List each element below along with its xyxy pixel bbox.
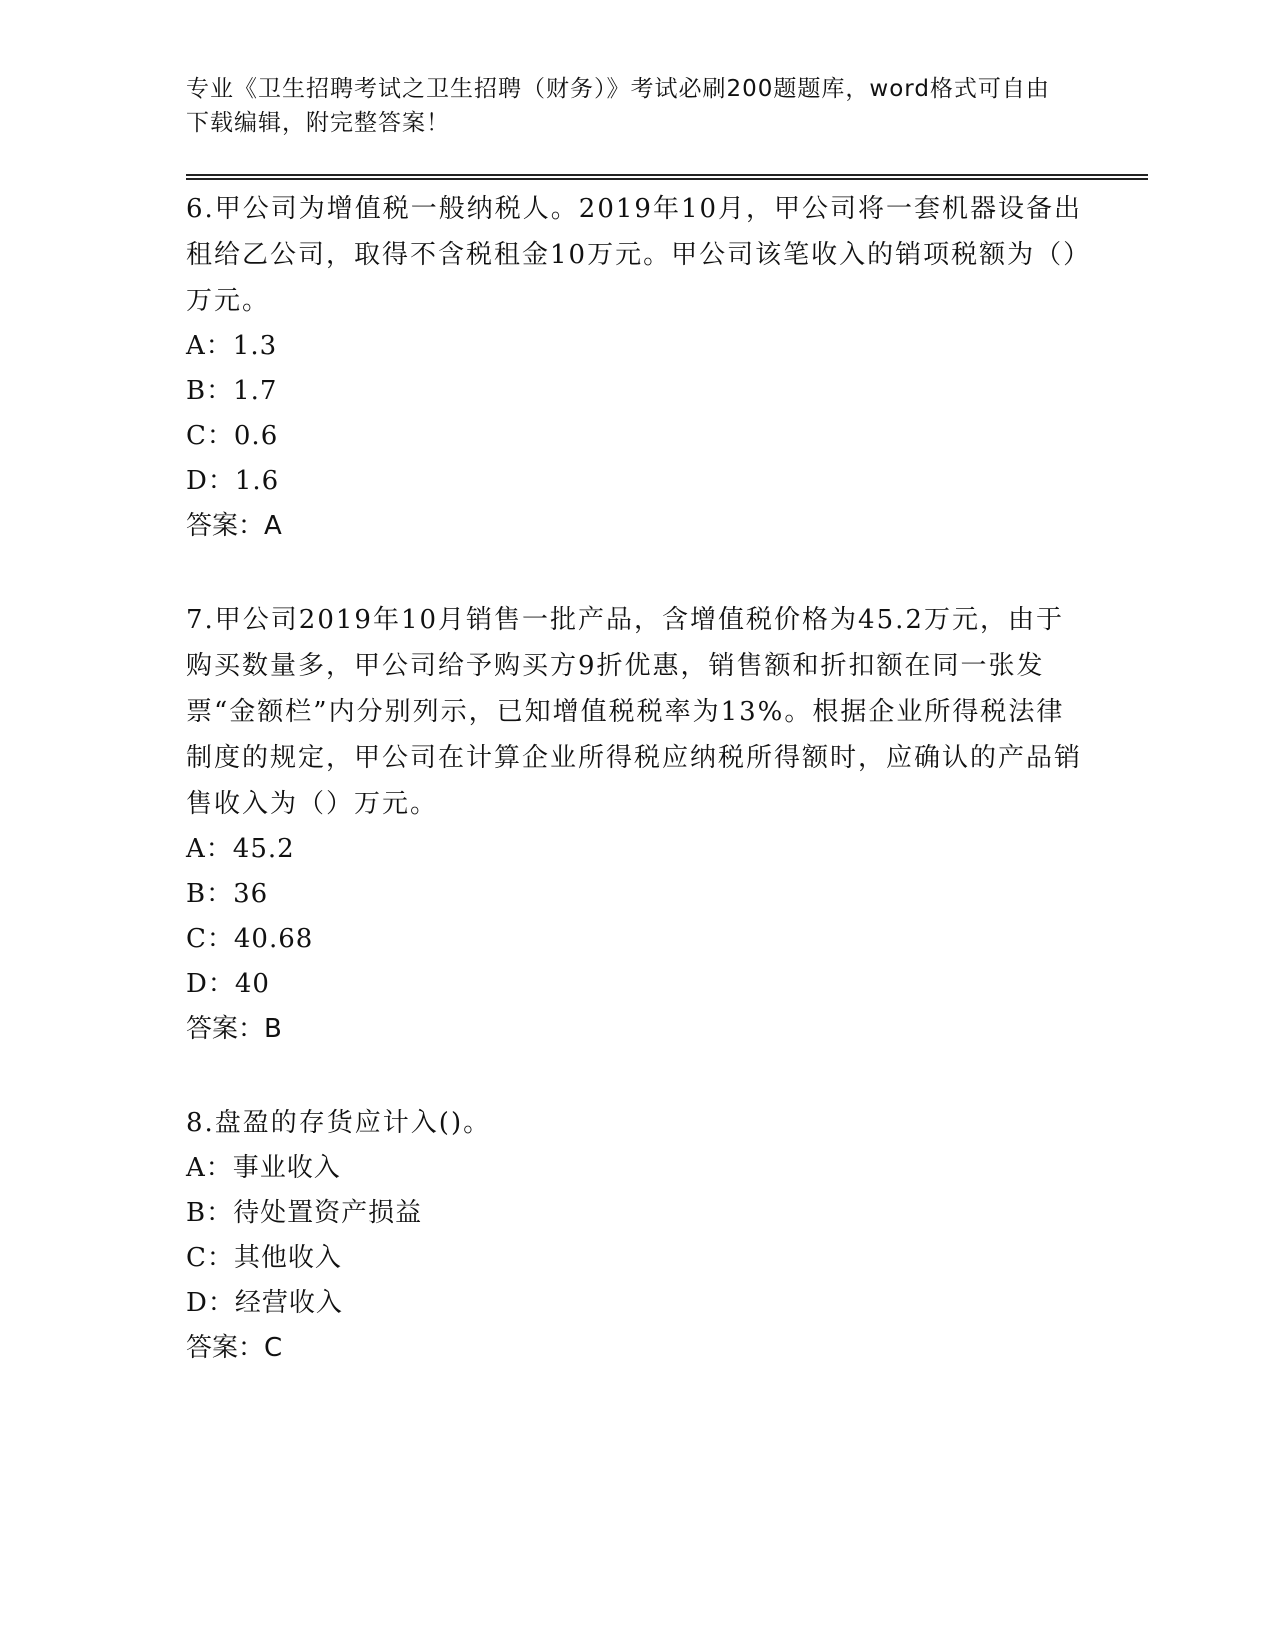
option-c: C：其他收入 — [186, 1243, 342, 1273]
option-d: D：经营收入 — [186, 1288, 343, 1318]
question-text: 6.甲公司为增值税一般纳税人。2019年10月，甲公司将一套机器设备出租给乙公司，取得不含税租金10万元。甲公司该笔收入的销项税额为（）万元。 — [186, 194, 1083, 316]
question-6 — [186, 186, 1086, 549]
answer: 答案：A — [186, 511, 282, 541]
answer: 答案：C — [186, 1333, 283, 1363]
question-text: 7.甲公司2019年10月销售一批产品，含增值税价格为45.2万元，由于购买数量多，甲公司给予购买方9折优惠，销售额和折扣额在同一张发票“金额栏”内分别列示，已知增值税税率为13%。根据企业所得税法律制度的规定，甲公司在计算企业所得税应纳税所得额时，应确认的产品销售收入为（）万元。 — [186, 605, 1083, 819]
option-b: B：待处置资产损益 — [186, 1198, 423, 1228]
option-b: B：1.7 — [186, 376, 278, 406]
option-a: A：1.3 — [186, 331, 278, 361]
option-d: D：40 — [186, 969, 270, 999]
option-c: C：40.68 — [186, 924, 314, 954]
option-d: D：1.6 — [186, 466, 280, 496]
question-text: 8.盘盈的存货应计入()。 — [186, 1108, 492, 1138]
option-a: A：事业收入 — [186, 1153, 341, 1183]
answer: 答案：B — [186, 1014, 282, 1044]
option-c: C：0.6 — [186, 421, 279, 451]
question-list — [186, 186, 1086, 1419]
document-header: 专业《卫生招聘考试之卫生招聘（财务）》考试必刷200题题库，word格式可自由下载编辑，附完整答案！ — [186, 76, 1050, 136]
question-7 — [186, 597, 1086, 1052]
question-8 — [186, 1100, 1086, 1371]
option-a: A：45.2 — [186, 834, 295, 864]
header-divider — [186, 174, 1148, 180]
option-b: B：36 — [186, 879, 269, 909]
